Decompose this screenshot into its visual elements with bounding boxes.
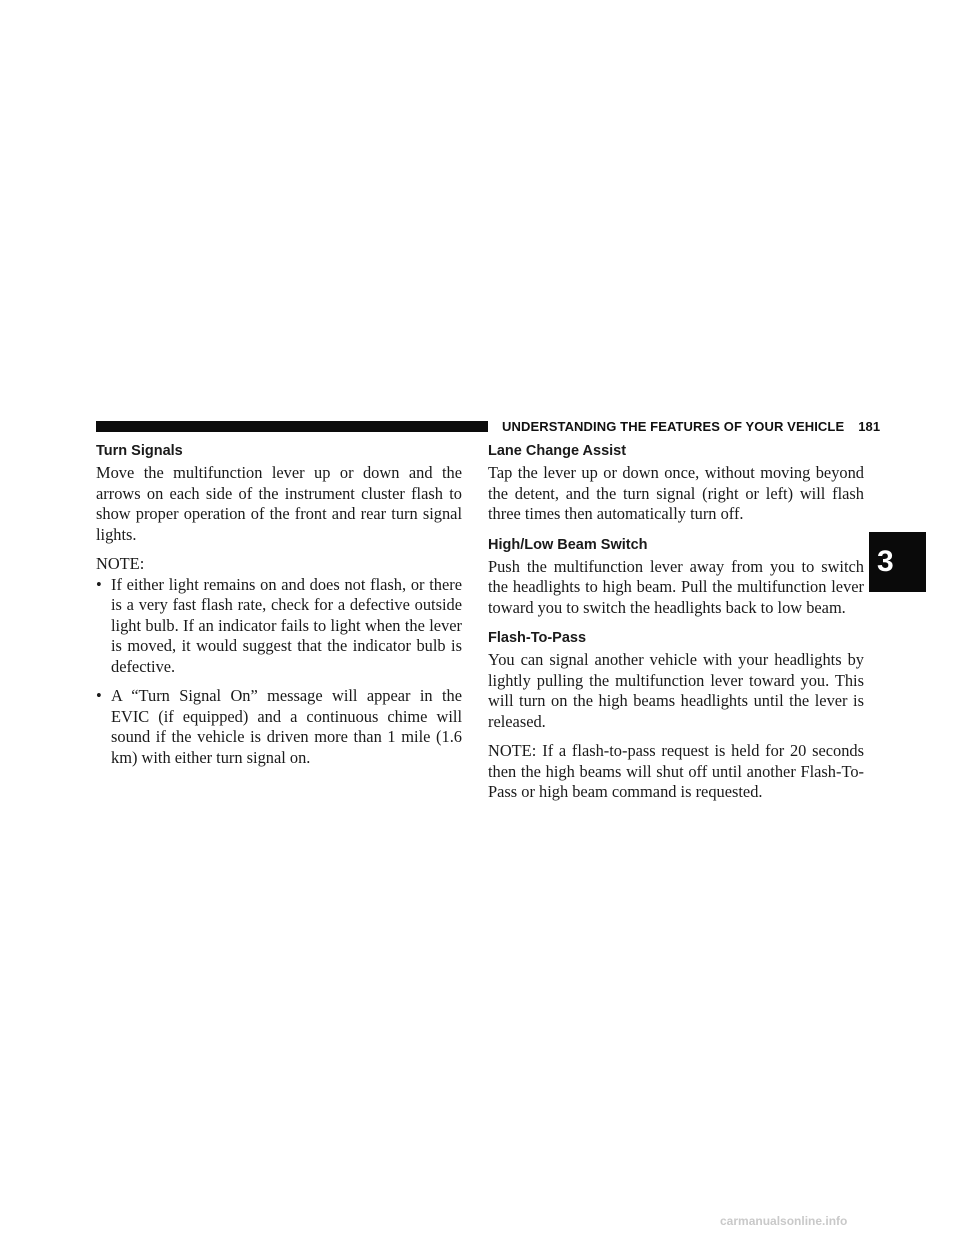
left-column <box>96 440 462 777</box>
bullet-icon: • <box>96 686 102 705</box>
note-bullet-list <box>96 575 462 769</box>
page-number: 181 <box>858 419 881 434</box>
note-text: If a flash-to-pass request is held for 20 seconds then the high beams will shut off until another Flash-To-Pass or high beam command is requested. <box>488 741 864 801</box>
list-item <box>96 575 462 678</box>
bullet-icon: • <box>96 574 102 594</box>
right-column <box>488 440 864 812</box>
footer-watermark: carmanualsonline.info <box>720 1214 848 1228</box>
note-label: NOTE: <box>96 554 145 573</box>
high-low-beam-body: Push the multifunction lever away from you to switch the headlights to high beam. Pull the multifunction lever toward you to switch the headlights back to low beam. <box>488 556 864 617</box>
flash-to-pass-heading: Flash-To-Pass <box>488 630 587 646</box>
note-label: NOTE: <box>488 741 537 760</box>
flash-to-pass-note <box>488 741 864 803</box>
turn-signals-heading: Turn Signals <box>96 443 183 459</box>
lane-change-heading: Lane Change Assist <box>488 443 627 459</box>
turn-signals-body: Move the multifunction lever up or down and the arrows on each side of the instrument cluster flash to show proper operation of the front and rear turn signal lights. <box>96 463 462 544</box>
bullet-text: If either light remains on and does not flash, or there is a very fast flash rate, check for a defective outside light bulb. If an indicator fails to light when the lever is moved, it would suggest that the indicator bulb is defective. <box>111 574 462 676</box>
flash-to-pass-body: You can signal another vehicle with your headlights by lightly pulling the multifunction lever toward you. This will turn on the high beams headlights until the lever is released. <box>488 650 864 731</box>
bullet-text: A “Turn Signal On” message will appear in the EVIC (if equipped) and a continuous chime will sound if the vehicle is driven more than 1 mile (1.6 km) with either turn signal on. <box>111 686 462 767</box>
high-low-beam-heading: High/Low Beam Switch <box>488 536 648 553</box>
chapter-tab: 3 <box>869 532 926 592</box>
list-item <box>96 686 462 768</box>
section-title: UNDERSTANDING THE FEATURES OF YOUR VEHICLE <box>502 419 845 434</box>
lane-change-body: Tap the lever up or down once, without moving beyond the detent, and the turn signal (right or left) will flash three times then automatically turn off. <box>488 463 864 523</box>
header-rule-bar <box>96 421 488 432</box>
running-header <box>502 419 880 434</box>
